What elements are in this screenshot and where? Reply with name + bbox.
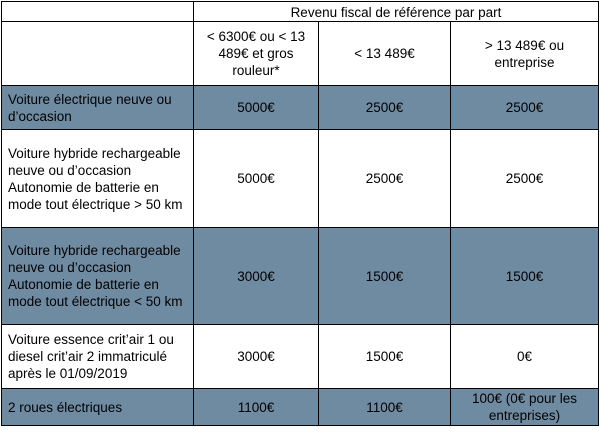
row-value: 1500€ xyxy=(319,325,451,389)
row-label-line: Autonomie de batterie en mode tout électrique < 50 km xyxy=(8,277,183,309)
row-value: 2500€ xyxy=(319,86,451,130)
table-row xyxy=(2,325,599,389)
row-label-line: Autonomie de batterie en mode tout électrique > 50 km xyxy=(8,179,183,212)
row-label xyxy=(2,130,194,228)
row-label xyxy=(2,228,194,325)
row-value: 100€ (0€ pour les entreprises) xyxy=(451,389,599,426)
row-label-line: Voiture hybride rechargeable neuve ou d’occasion xyxy=(8,145,181,178)
table-row xyxy=(2,130,599,228)
row-value: 1500€ xyxy=(319,228,451,325)
row-label: Voiture essence crit’air 1 ou diesel crit’air 2 immatriculé après le 01/09/2019 xyxy=(2,325,194,389)
table-row xyxy=(2,228,599,325)
bonus-table xyxy=(1,1,599,426)
row-value: 2500€ xyxy=(319,130,451,228)
table-row xyxy=(2,86,599,130)
row-label-line: Voiture hybride rechargeable neuve ou d’occasion xyxy=(8,243,181,275)
row-value: 1500€ xyxy=(451,228,599,325)
header-group-title: Revenu fiscal de référence par part xyxy=(194,2,599,22)
row-label: 2 roues électriques xyxy=(2,389,194,426)
row-value: 3000€ xyxy=(194,325,319,389)
header-row-group xyxy=(2,2,599,22)
header-empty-label-cell xyxy=(2,22,194,86)
row-value: 1100€ xyxy=(319,389,451,426)
header-column-1: < 6300€ ou < 13 489€ et gros rouleur* xyxy=(194,22,319,86)
header-corner-cell xyxy=(2,2,194,22)
header-column-3: > 13 489€ ou entreprise xyxy=(451,22,599,86)
row-value: 3000€ xyxy=(194,228,319,325)
row-value: 2500€ xyxy=(451,130,599,228)
table-row xyxy=(2,389,599,426)
row-value: 2500€ xyxy=(451,86,599,130)
row-value: 1100€ xyxy=(194,389,319,426)
header-row-columns xyxy=(2,22,599,86)
row-label: Voiture électrique neuve ou d’occasion xyxy=(2,86,194,130)
row-value: 5000€ xyxy=(194,130,319,228)
row-value: 0€ xyxy=(451,325,599,389)
row-value: 5000€ xyxy=(194,86,319,130)
header-column-2: < 13 489€ xyxy=(319,22,451,86)
